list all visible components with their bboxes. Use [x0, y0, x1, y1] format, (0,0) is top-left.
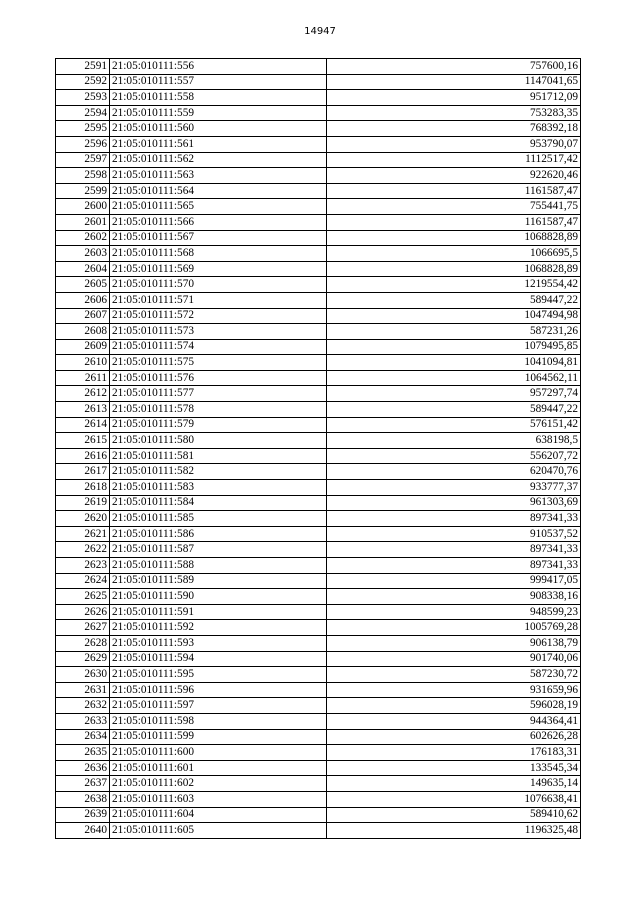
cadastral-value-cell: 1005769,28: [327, 620, 581, 636]
cadastral-value-cell: 953790,07: [327, 136, 581, 152]
cadastral-number-cell: 21:05:010111:604: [110, 807, 327, 823]
cadastral-number-cell: 21:05:010111:587: [110, 542, 327, 558]
cadastral-number-cell: 21:05:010111:590: [110, 589, 327, 605]
table-row: [56, 183, 581, 199]
row-number-cell: 2613: [56, 402, 110, 418]
row-number-cell: 2625: [56, 589, 110, 605]
cadastral-value-cell: 596028,19: [327, 698, 581, 714]
row-number-cell: 2638: [56, 791, 110, 807]
cadastral-value-cell: 1064562,11: [327, 370, 581, 386]
cadastral-number-cell: 21:05:010111:571: [110, 292, 327, 308]
row-number-cell: 2591: [56, 59, 110, 75]
cadastral-number-cell: 21:05:010111:594: [110, 651, 327, 667]
row-number-cell: 2593: [56, 90, 110, 106]
cadastral-number-cell: 21:05:010111:566: [110, 214, 327, 230]
row-number-cell: 2615: [56, 433, 110, 449]
row-number-cell: 2619: [56, 495, 110, 511]
cadastral-number-cell: 21:05:010111:602: [110, 776, 327, 792]
table-row: [56, 339, 581, 355]
table-row: [56, 791, 581, 807]
cadastral-number-cell: 21:05:010111:556: [110, 59, 327, 75]
table-row: [56, 433, 581, 449]
row-number-cell: 2626: [56, 604, 110, 620]
table-row: [56, 573, 581, 589]
table-row: [56, 105, 581, 121]
cadastral-value-cell: 602626,28: [327, 729, 581, 745]
row-number-cell: 2623: [56, 558, 110, 574]
row-number-cell: 2632: [56, 698, 110, 714]
cadastral-number-cell: 21:05:010111:597: [110, 698, 327, 714]
row-number-cell: 2622: [56, 542, 110, 558]
cadastral-value-cell: 897341,33: [327, 511, 581, 527]
row-number-cell: 2640: [56, 823, 110, 839]
cadastral-value-cell: 589447,22: [327, 292, 581, 308]
cadastral-number-cell: 21:05:010111:569: [110, 261, 327, 277]
cadastral-number-cell: 21:05:010111:558: [110, 90, 327, 106]
row-number-cell: 2624: [56, 573, 110, 589]
row-number-cell: 2600: [56, 199, 110, 215]
cadastral-value-cell: 753283,35: [327, 105, 581, 121]
cadastral-number-cell: 21:05:010111:560: [110, 121, 327, 137]
row-number-cell: 2636: [56, 760, 110, 776]
row-number-cell: 2595: [56, 121, 110, 137]
row-number-cell: 2611: [56, 370, 110, 386]
table-row: [56, 246, 581, 262]
table-row: [56, 635, 581, 651]
cadastral-value-cell: 1147041,65: [327, 74, 581, 90]
cadastral-number-cell: 21:05:010111:580: [110, 433, 327, 449]
table-row: [56, 121, 581, 137]
table-row: [56, 776, 581, 792]
cadastral-number-cell: 21:05:010111:577: [110, 386, 327, 402]
table-row: [56, 308, 581, 324]
cadastral-value-cell: 589447,22: [327, 402, 581, 418]
cadastral-value-cell: 897341,33: [327, 558, 581, 574]
table-row: [56, 292, 581, 308]
cadastral-value-cell: 1076638,41: [327, 791, 581, 807]
cadastral-value-cell: 1068828,89: [327, 230, 581, 246]
cadastral-number-cell: 21:05:010111:589: [110, 573, 327, 589]
cadastral-value-cell: 931659,96: [327, 682, 581, 698]
cadastral-number-cell: 21:05:010111:588: [110, 558, 327, 574]
cadastral-value-cell: 922620,46: [327, 168, 581, 184]
row-number-cell: 2607: [56, 308, 110, 324]
cadastral-number-cell: 21:05:010111:563: [110, 168, 327, 184]
cadastral-number-cell: 21:05:010111:596: [110, 682, 327, 698]
row-number-cell: 2592: [56, 74, 110, 90]
table-row: [56, 90, 581, 106]
cadastral-number-cell: 21:05:010111:559: [110, 105, 327, 121]
cadastral-value-cell: 1219554,42: [327, 277, 581, 293]
row-number-cell: 2637: [56, 776, 110, 792]
row-number-cell: 2628: [56, 635, 110, 651]
cadastral-number-cell: 21:05:010111:565: [110, 199, 327, 215]
cadastral-value-cell: 620470,76: [327, 464, 581, 480]
row-number-cell: 2608: [56, 324, 110, 340]
cadastral-value-cell: 149635,14: [327, 776, 581, 792]
cadastral-value-cell: 1079495,85: [327, 339, 581, 355]
table-row: [56, 542, 581, 558]
cadastral-value-cell: 1066695,5: [327, 246, 581, 262]
cadastral-value-cell: 906138,79: [327, 635, 581, 651]
cadastral-value-cell: 1041094,81: [327, 355, 581, 371]
table-row: [56, 698, 581, 714]
table-row: [56, 511, 581, 527]
cadastral-value-cell: 768392,18: [327, 121, 581, 137]
cadastral-value-cell: 957297,74: [327, 386, 581, 402]
row-number-cell: 2594: [56, 105, 110, 121]
cadastral-value-cell: 556207,72: [327, 448, 581, 464]
cadastral-value-cell: 901740,06: [327, 651, 581, 667]
row-number-cell: 2599: [56, 183, 110, 199]
row-number-cell: 2635: [56, 745, 110, 761]
cadastral-value-cell: 589410,62: [327, 807, 581, 823]
table-row: [56, 199, 581, 215]
table-row: [56, 417, 581, 433]
row-number-cell: 2616: [56, 448, 110, 464]
cadastral-value-cell: 999417,05: [327, 573, 581, 589]
table-row: [56, 74, 581, 90]
cadastral-value-cell: 587230,72: [327, 667, 581, 683]
row-number-cell: 2601: [56, 214, 110, 230]
table-row: [56, 667, 581, 683]
table-row: [56, 214, 581, 230]
row-number-cell: 2612: [56, 386, 110, 402]
row-number-cell: 2596: [56, 136, 110, 152]
table-row: [56, 230, 581, 246]
cadastral-number-cell: 21:05:010111:592: [110, 620, 327, 636]
table-row: [56, 558, 581, 574]
cadastral-number-cell: 21:05:010111:568: [110, 246, 327, 262]
row-number-cell: 2627: [56, 620, 110, 636]
cadastral-number-cell: 21:05:010111:574: [110, 339, 327, 355]
row-number-cell: 2631: [56, 682, 110, 698]
cadastral-number-cell: 21:05:010111:573: [110, 324, 327, 340]
cadastral-number-cell: 21:05:010111:593: [110, 635, 327, 651]
cadastral-number-cell: 21:05:010111:585: [110, 511, 327, 527]
table-row: [56, 355, 581, 371]
cadastral-value-cell: 576151,42: [327, 417, 581, 433]
cadastral-number-cell: 21:05:010111:578: [110, 402, 327, 418]
cadastral-number-cell: 21:05:010111:581: [110, 448, 327, 464]
cadastral-number-cell: 21:05:010111:598: [110, 713, 327, 729]
table-row: [56, 729, 581, 745]
cadastral-value-table: [55, 58, 581, 839]
table-row: [56, 682, 581, 698]
table-row: [56, 620, 581, 636]
cadastral-value-cell: 1047494,98: [327, 308, 581, 324]
cadastral-value-cell: 897341,33: [327, 542, 581, 558]
table-row: [56, 480, 581, 496]
cadastral-number-cell: 21:05:010111:583: [110, 480, 327, 496]
cadastral-value-cell: 910537,52: [327, 526, 581, 542]
cadastral-number-cell: 21:05:010111:599: [110, 729, 327, 745]
row-number-cell: 2618: [56, 480, 110, 496]
cadastral-value-cell: 1161587,47: [327, 183, 581, 199]
table-row: [56, 713, 581, 729]
cadastral-number-cell: 21:05:010111:564: [110, 183, 327, 199]
cadastral-value-cell: 961303,69: [327, 495, 581, 511]
cadastral-value-cell: 587231,26: [327, 324, 581, 340]
table-row: [56, 745, 581, 761]
table-row: [56, 448, 581, 464]
cadastral-value-cell: 1068828,89: [327, 261, 581, 277]
table-row: [56, 168, 581, 184]
table-row: [56, 495, 581, 511]
row-number-cell: 2610: [56, 355, 110, 371]
row-number-cell: 2603: [56, 246, 110, 262]
table-row: [56, 152, 581, 168]
cadastral-value-cell: 1112517,42: [327, 152, 581, 168]
cadastral-number-cell: 21:05:010111:576: [110, 370, 327, 386]
row-number-cell: 2602: [56, 230, 110, 246]
cadastral-number-cell: 21:05:010111:572: [110, 308, 327, 324]
cadastral-value-cell: 755441,75: [327, 199, 581, 215]
table-row: [56, 324, 581, 340]
page-number: 14947: [304, 26, 336, 37]
table-row: [56, 136, 581, 152]
row-number-cell: 2634: [56, 729, 110, 745]
row-number-cell: 2629: [56, 651, 110, 667]
table-row: [56, 261, 581, 277]
cadastral-number-cell: 21:05:010111:605: [110, 823, 327, 839]
table-row: [56, 386, 581, 402]
cadastral-number-cell: 21:05:010111:575: [110, 355, 327, 371]
row-number-cell: 2639: [56, 807, 110, 823]
cadastral-number-cell: 21:05:010111:595: [110, 667, 327, 683]
row-number-cell: 2597: [56, 152, 110, 168]
cadastral-value-cell: 948599,23: [327, 604, 581, 620]
table-row: [56, 59, 581, 75]
table-row: [56, 370, 581, 386]
cadastral-number-cell: 21:05:010111:570: [110, 277, 327, 293]
table-row: [56, 277, 581, 293]
cadastral-value-cell: 757600,16: [327, 59, 581, 75]
row-number-cell: 2633: [56, 713, 110, 729]
cadastral-value-cell: 1161587,47: [327, 214, 581, 230]
row-number-cell: 2604: [56, 261, 110, 277]
row-number-cell: 2598: [56, 168, 110, 184]
table-row: [56, 526, 581, 542]
table-body: [56, 59, 581, 839]
cadastral-number-cell: 21:05:010111:562: [110, 152, 327, 168]
cadastral-value-cell: 1196325,48: [327, 823, 581, 839]
row-number-cell: 2605: [56, 277, 110, 293]
row-number-cell: 2609: [56, 339, 110, 355]
cadastral-number-cell: 21:05:010111:601: [110, 760, 327, 776]
table-row: [56, 402, 581, 418]
row-number-cell: 2606: [56, 292, 110, 308]
cadastral-number-cell: 21:05:010111:561: [110, 136, 327, 152]
cadastral-number-cell: 21:05:010111:582: [110, 464, 327, 480]
cadastral-value-cell: 951712,09: [327, 90, 581, 106]
cadastral-number-cell: 21:05:010111:579: [110, 417, 327, 433]
row-number-cell: 2617: [56, 464, 110, 480]
cadastral-value-cell: 944364,41: [327, 713, 581, 729]
cadastral-number-cell: 21:05:010111:591: [110, 604, 327, 620]
cadastral-value-cell: 176183,31: [327, 745, 581, 761]
cadastral-number-cell: 21:05:010111:603: [110, 791, 327, 807]
table-row: [56, 760, 581, 776]
table-row: [56, 464, 581, 480]
cadastral-number-cell: 21:05:010111:584: [110, 495, 327, 511]
row-number-cell: 2621: [56, 526, 110, 542]
cadastral-number-cell: 21:05:010111:600: [110, 745, 327, 761]
cadastral-value-cell: 638198,5: [327, 433, 581, 449]
cadastral-number-cell: 21:05:010111:567: [110, 230, 327, 246]
row-number-cell: 2630: [56, 667, 110, 683]
cadastral-value-cell: 933777,37: [327, 480, 581, 496]
table-row: [56, 651, 581, 667]
cadastral-number-cell: 21:05:010111:586: [110, 526, 327, 542]
table-row: [56, 823, 581, 839]
row-number-cell: 2620: [56, 511, 110, 527]
table-row: [56, 604, 581, 620]
cadastral-value-cell: 133545,34: [327, 760, 581, 776]
table-row: [56, 807, 581, 823]
table-row: [56, 589, 581, 605]
cadastral-value-cell: 908338,16: [327, 589, 581, 605]
row-number-cell: 2614: [56, 417, 110, 433]
cadastral-number-cell: 21:05:010111:557: [110, 74, 327, 90]
